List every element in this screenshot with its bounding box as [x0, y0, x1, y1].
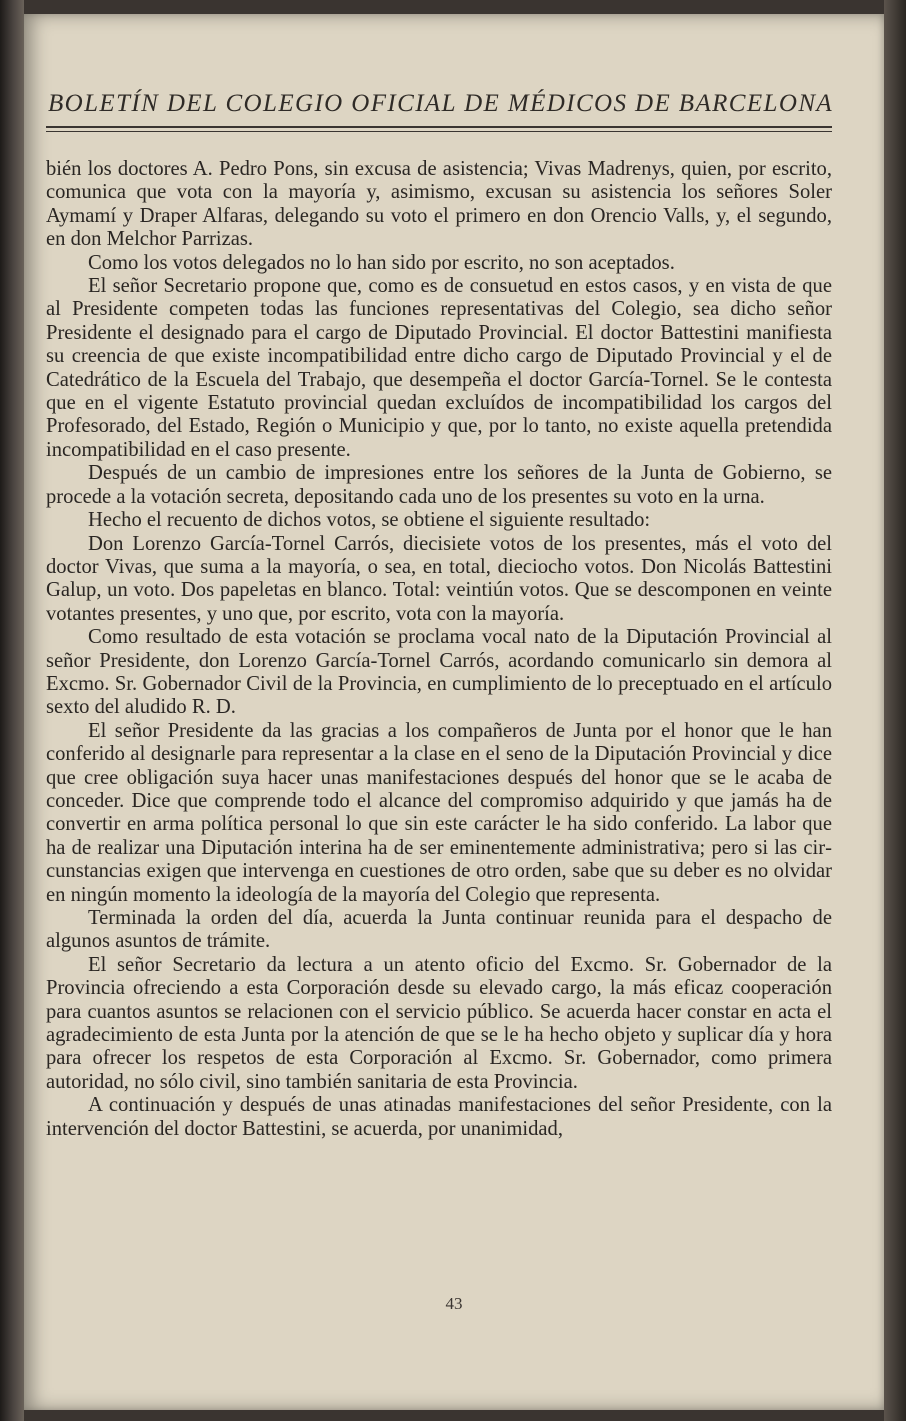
binding-shadow: [884, 0, 906, 1421]
paragraph-5: Hecho el recuento de dichos votos, se obtiene el siguiente resultado:: [88, 509, 651, 532]
paragraph-7: Como resultado de esta votación se proclama vocal nato de la Diputación Provincial al señor Presidente, don Lorenzo García-Tornel Carrós, acordando comunicarlo sin demora al Excmo. Sr. Gobernador Civil de la Provincia, en cumplimiento de lo preceptuado en el artículo sexto del aludido R. D.: [46, 626, 832, 719]
paragraph-3: El señor Secretario propone que, como es de consuetud en estos casos, y en vista de que al Presidente competen todas las funciones representativas del Colegio, sea dicho señor Presidente el designado para el cargo de Diputado Provincial. El doctor Battestini manifiesta su creencia de que existe incompatibilidad entre dicho cargo de Diputado Provincial y el de Catedrático de la Escuela del Trabajo, que desempeña el doctor García-Tornel. Se le contesta que en el vigente Estatuto provincial quedan excluídos de incompatibilidad los cargos del Profesorado, del Estado, Región o Municipio y que, por lo tanto, no existe aquella pretendida incompatibilidad en el caso presente.: [46, 275, 832, 461]
paragraph-6: Don Lorenzo García-Tornel Carrós, diecisiete votos de los presentes, más el voto del doctor Vivas, que suma a la mayoría, o sea, en total, dieciocho votos. Don Nicolás Battestini Galup, un voto. Dos papeletas en blanco. Total: veintiún votos. Que se descomponen en veinte votantes presentes, y uno que, por escrito, vota con la mayoría.: [46, 532, 832, 625]
paragraph-9: Terminada la orden del día, acuerda la Junta continuar reunida para el despacho de algunos asuntos de trámite.: [46, 907, 832, 953]
paragraph-4: Después de un cambio de impresiones entre los señores de la Junta de Gobierno, se procede a la votación secreta, depositando cada uno de los presentes su voto en la urna.: [46, 462, 832, 508]
body-text: [46, 158, 832, 1141]
page-number: 43: [445, 1294, 463, 1313]
paragraph-1: bién los doctores A. Pedro Pons, sin excusa de asistencia; Vivas Madrenys, quien, por escrito, comunica que vota con la mayoría y, asimismo, excusan su asistencia los señores Soler Aymamí y Draper Alfaras, delegando su voto el primero en don Orencio Valls, y, el segundo, en don Melchor Parrizas.: [46, 158, 832, 251]
paragraph-8: El señor Presidente da las gracias a los compañeros de Junta por el honor que le han conferido al designarle para representar a la clase en el seno de la Diputación Provincial y dice que cree obligación suya hacer unas manifestaciones después del honor que se le acaba de conceder. Dice que comprende todo el alcance del compromiso adquirido y que jamás ha de convertir en arma política personal lo que sin este carácter le ha sido conferido. La labor que ha de realizar una Diputación interina ha de ser eminentemente administrativa; pero si las circunstancias exigen que intervenga en cuestiones de otro orden, sabe que su deber es no olvidar en ningún momento la ideología de la mayoría del Colegio que representa.: [46, 719, 832, 906]
paragraph-10: El señor Secretario da lectura a un atento oficio del Excmo. Sr. Gobernador de la Provincia ofreciendo a esta Corporación desde su elevado cargo, la más eficaz cooperación para cuantos asuntos se relacionen con el servicio público. Se acuerda hacer constar en acta el agradecimiento de esta Junta por la atención de que se le ha hecho objeto y suplicar día y hora para ofrecer los respetos de esta Corporación al Excmo. Sr. Gobernador, como primera autoridad, no sólo civil, sino también sanitaria de esta Provincia.: [46, 953, 832, 1093]
page: [24, 14, 884, 1410]
previous-page-edge: [0, 0, 24, 1421]
header-rule-thick: [46, 126, 832, 128]
header-rule-thin: [46, 131, 832, 132]
paragraph-2: Como los votos delegados no lo han sido por escrito, no son aceptados.: [88, 251, 675, 274]
paragraph-11: A continuación y después de unas atinadas manifestaciones del señor Presidente, con la intervención del doctor Battestini, se acuerda, por unanimidad,: [46, 1094, 832, 1140]
running-header: BOLETÍN DEL COLEGIO OFICIAL DE MÉDICOS DE BARCELONA: [48, 90, 834, 117]
